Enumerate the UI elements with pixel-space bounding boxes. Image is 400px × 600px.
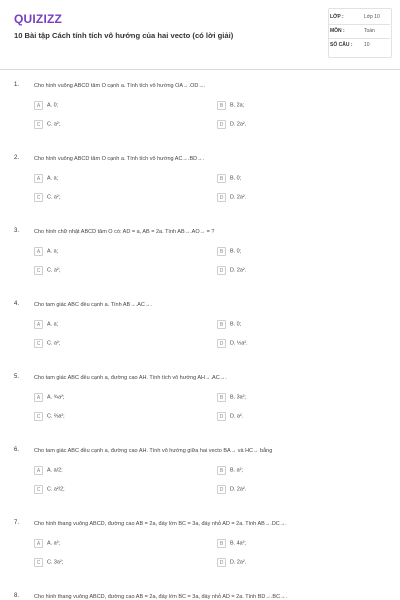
answer-option-d[interactable] <box>217 339 248 349</box>
option-text: A. ¾a²; <box>47 394 65 401</box>
option-text: B. 0; <box>230 175 242 182</box>
option-text: A. a/2; <box>47 467 63 474</box>
option-letter-box: B <box>217 466 226 475</box>
answer-option-a[interactable] <box>34 174 58 184</box>
question-number: 5. <box>14 374 20 380</box>
option-letter-box: B <box>217 539 226 548</box>
option-text: B. 0; <box>230 248 242 255</box>
option-letter-box: A <box>34 320 43 329</box>
question-number: 4. <box>14 301 20 307</box>
answer-option-a[interactable] <box>34 320 58 330</box>
option-text: C. a²; <box>47 194 61 201</box>
option-text: D. 2a². <box>230 194 247 201</box>
option-letter-box: A <box>34 101 43 110</box>
page-header <box>0 0 400 70</box>
answer-option-c[interactable] <box>34 266 60 276</box>
answer-option-b[interactable] <box>217 174 241 184</box>
meta-value: 10 <box>364 42 370 48</box>
answer-option-a[interactable] <box>34 247 58 257</box>
question-text: Cho hình vuông ABCD tâm O cạnh a. Tính tích vô hướng AC→.BD→. <box>34 156 205 162</box>
option-letter-box: C <box>34 558 43 567</box>
answer-option-c[interactable] <box>34 485 65 495</box>
option-letter-box: B <box>217 393 226 402</box>
answer-option-a[interactable] <box>34 101 58 111</box>
answer-option-d[interactable] <box>217 266 246 276</box>
meta-key: LỚP : <box>330 14 344 20</box>
meta-value: Toán <box>364 28 375 34</box>
option-text: A. a; <box>47 321 59 328</box>
option-text: D. 2a². <box>230 486 247 493</box>
meta-row-count <box>328 39 390 53</box>
question-number: 1. <box>14 82 20 88</box>
question-number: 8. <box>14 593 20 599</box>
option-text: B. 2a; <box>230 102 245 109</box>
meta-key: SỐ CÂU : <box>330 42 353 48</box>
answer-option-a[interactable] <box>34 393 64 403</box>
question-text: Cho hình chữ nhật ABCD tâm O có: AD = a, AB = 2a. Tính AB→.AO→ = ? <box>34 229 215 235</box>
question-text: Cho hình vuông ABCD tâm O cạnh a. Tính tích vô hướng OA→.OD→. <box>34 83 206 89</box>
option-letter-box: B <box>217 247 226 256</box>
answer-option-b[interactable] <box>217 393 246 403</box>
option-text: D. a². <box>230 413 244 420</box>
option-text: A. a; <box>47 175 59 182</box>
question-text: Cho tam giác ABC đều cạnh a. Tính AB→.AC→. <box>34 302 152 308</box>
meta-row-class <box>328 11 390 25</box>
option-letter-box: D <box>217 412 226 421</box>
meta-row-subject <box>328 25 390 39</box>
option-text: B. a²; <box>230 467 243 474</box>
answer-option-c[interactable] <box>34 193 60 203</box>
option-text: A. 0; <box>47 102 59 109</box>
question-number: 3. <box>14 228 20 234</box>
option-text: C. 3a²; <box>47 559 64 566</box>
answer-option-a[interactable] <box>34 539 60 549</box>
answer-option-b[interactable] <box>217 466 243 476</box>
answer-option-d[interactable] <box>217 558 246 568</box>
question-text: Cho tam giác ABC đều cạnh a, đường cao AH. Tính vô hướng giữa hai vecto BA→ và HC→ bằng <box>34 448 273 454</box>
meta-key: MÔN : <box>330 28 345 34</box>
answer-option-c[interactable] <box>34 558 63 568</box>
option-letter-box: C <box>34 485 43 494</box>
question-number: 7. <box>14 520 20 526</box>
option-letter-box: D <box>217 120 226 129</box>
answer-option-d[interactable] <box>217 120 246 130</box>
answer-option-b[interactable] <box>217 247 241 257</box>
option-letter-box: C <box>34 412 43 421</box>
answer-option-d[interactable] <box>217 193 246 203</box>
meta-value: Lớp 10 <box>364 14 380 20</box>
answer-option-b[interactable] <box>217 101 244 111</box>
answer-option-d[interactable] <box>217 412 243 422</box>
answer-option-c[interactable] <box>34 412 65 422</box>
option-text: C. a²; <box>47 340 61 347</box>
option-letter-box: B <box>217 174 226 183</box>
question-text: Cho hình thang vuông ABCD, đường cao AB = 2a, đáy lớn BC = 3a, đáy nhỏ AD = 2a. Tính BD→.BC→. <box>34 594 288 600</box>
option-letter-box: C <box>34 339 43 348</box>
option-letter-box: C <box>34 193 43 202</box>
answer-option-b[interactable] <box>217 320 241 330</box>
option-letter-box: A <box>34 466 43 475</box>
option-letter-box: A <box>34 247 43 256</box>
option-letter-box: C <box>34 266 43 275</box>
option-letter-box: D <box>217 558 226 567</box>
option-text: D. ½a². <box>230 340 248 347</box>
option-text: B. 4a²; <box>230 540 246 547</box>
option-text: A. a²; <box>47 540 60 547</box>
option-letter-box: D <box>217 193 226 202</box>
answer-option-c[interactable] <box>34 120 60 130</box>
option-letter-box: D <box>217 339 226 348</box>
question-number: 2. <box>14 155 20 161</box>
page-title: 10 Bài tập Cách tính tích vô hướng của hai vecto (có lời giải) <box>14 31 234 40</box>
option-text: C. a²; <box>47 267 61 274</box>
answer-option-d[interactable] <box>217 485 246 495</box>
option-text: C. a²; <box>47 121 61 128</box>
option-letter-box: D <box>217 266 226 275</box>
option-letter-box: C <box>34 120 43 129</box>
option-letter-box: B <box>217 320 226 329</box>
option-text: C. a²/2; <box>47 486 65 493</box>
answer-option-a[interactable] <box>34 466 63 476</box>
option-letter-box: A <box>34 539 43 548</box>
option-text: B. 3a²; <box>230 394 246 401</box>
option-text: D. 2a². <box>230 267 247 274</box>
option-text: D. 2a². <box>230 559 247 566</box>
answer-option-c[interactable] <box>34 339 60 349</box>
question-number: 6. <box>14 447 20 453</box>
question-text: Cho tam giác ABC đều cạnh a, đường cao AH. Tính tích vô hướng AH→.AC→. <box>34 375 227 381</box>
meta-info <box>328 11 390 53</box>
option-letter-box: A <box>34 174 43 183</box>
option-text: D. 2a². <box>230 121 247 128</box>
question-text: Cho hình thang vuông ABCD, đường cao AB = 2a, đáy lớn BC = 3a, đáy nhỏ AD = 2a. Tính AB→.DC→. <box>34 521 287 527</box>
option-letter-box: B <box>217 101 226 110</box>
option-letter-box: D <box>217 485 226 494</box>
option-text: C. ⅔a²; <box>47 413 65 420</box>
option-text: B. 0; <box>230 321 242 328</box>
option-letter-box: A <box>34 393 43 402</box>
quizizz-logo: QUIZIZZ <box>14 12 63 26</box>
option-text: A. a; <box>47 248 59 255</box>
answer-option-b[interactable] <box>217 539 246 549</box>
